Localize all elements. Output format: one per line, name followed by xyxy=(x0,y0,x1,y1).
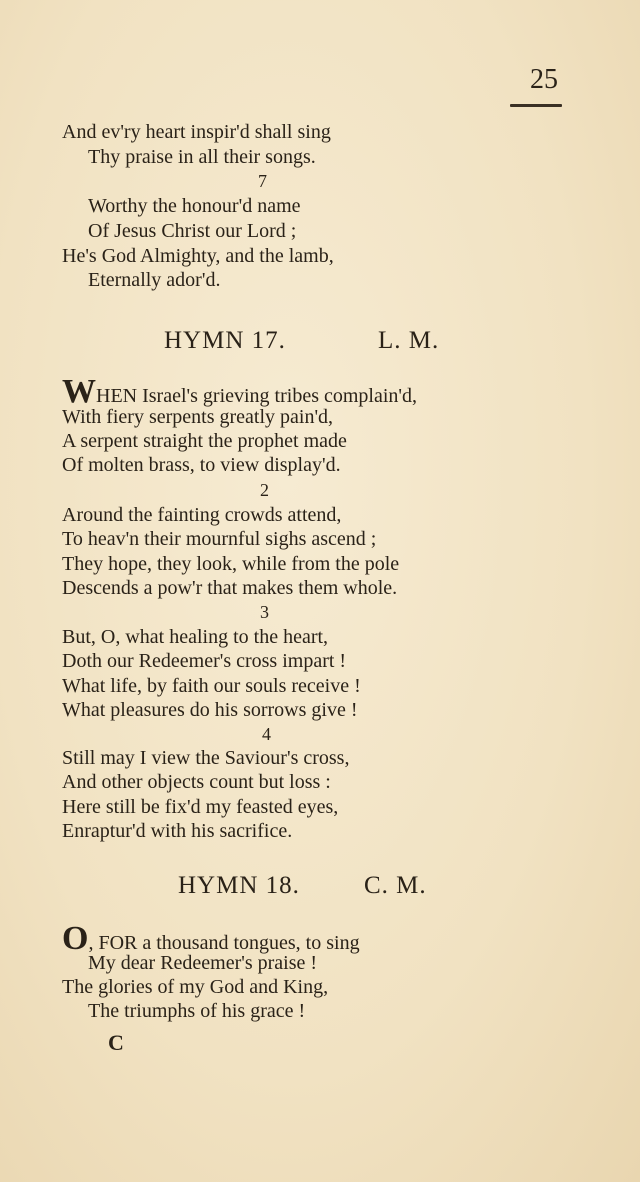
hymn17-v3-line-4: What pleasures do his sorrows give ! xyxy=(62,699,358,721)
hymn17-v1-line-4: Of molten brass, to view display'd. xyxy=(62,454,341,476)
drop-cap: O xyxy=(62,920,89,957)
hymn18-v1-line-4: The triumphs of his grace ! xyxy=(88,1000,306,1022)
hymn18-v1-first-rest: , FOR a thousand tongues, to sing xyxy=(88,932,360,954)
verse-number: 3 xyxy=(260,602,269,622)
header-rule xyxy=(510,104,562,107)
hymn17-v4-line-3: Here still be fix'd my feasted eyes, xyxy=(62,796,339,818)
hymn17-v4-line-4: Enraptur'd with his sacrifice. xyxy=(62,820,293,842)
hymn18-v1-line-3: The glories of my God and King, xyxy=(62,976,329,998)
hymn17-v1-first-rest: HEN Israel's grieving tribes complain'd, xyxy=(96,385,418,407)
hymn17-v1-line-2: With fiery serpents greatly pain'd, xyxy=(62,406,334,428)
verse-number: 4 xyxy=(262,724,271,744)
signature-mark: C xyxy=(108,1030,124,1055)
hymn17-v4-line-1: Still may I view the Saviour's cross, xyxy=(62,747,350,769)
hymn17-v1-line-3: A serpent straight the prophet made xyxy=(62,430,347,452)
hymn18-meter: C. M. xyxy=(364,872,427,899)
hymn16-line-2: Thy praise in all their songs. xyxy=(88,146,316,168)
hymn17-v1-line-1 xyxy=(62,373,418,410)
hymn17-v3-line-3: What life, by faith our souls receive ! xyxy=(62,675,361,697)
hymn16-line-1: And ev'ry heart inspir'd shall sing xyxy=(62,121,331,143)
hymn16-v7-line-2: Of Jesus Christ our Lord ; xyxy=(88,220,297,242)
page-number: 25 xyxy=(530,64,558,95)
hymn17-meter: L. M. xyxy=(378,327,440,354)
verse-number: 2 xyxy=(260,480,269,500)
hymn16-v7-line-4: Eternally ador'd. xyxy=(88,269,221,291)
hymn18-v1-line-2: My dear Redeemer's praise ! xyxy=(88,952,318,974)
hymn17-v2-line-2: To heav'n their mournful sighs ascend ; xyxy=(62,528,377,550)
verse-number: 7 xyxy=(258,171,267,191)
hymn17-v2-line-3: They hope, they look, while from the pole xyxy=(62,553,400,575)
hymn17-v4-line-2: And other objects count but loss : xyxy=(62,771,331,793)
hymn17-v3-line-1: But, O, what healing to the heart, xyxy=(62,626,329,648)
hymn18-title: HYMN 18. xyxy=(178,872,300,899)
hymn16-v7-line-1: Worthy the honour'd name xyxy=(88,195,301,217)
hymn17-v2-line-1: Around the fainting crowds attend, xyxy=(62,504,342,526)
hymn17-title: HYMN 17. xyxy=(164,327,286,354)
hymn17-v3-line-2: Doth our Redeemer's cross impart ! xyxy=(62,650,347,672)
drop-cap: W xyxy=(62,373,96,410)
hymn16-v7-line-3: He's God Almighty, and the lamb, xyxy=(62,245,334,267)
hymn17-v2-line-4: Descends a pow'r that makes them whole. xyxy=(62,577,398,599)
